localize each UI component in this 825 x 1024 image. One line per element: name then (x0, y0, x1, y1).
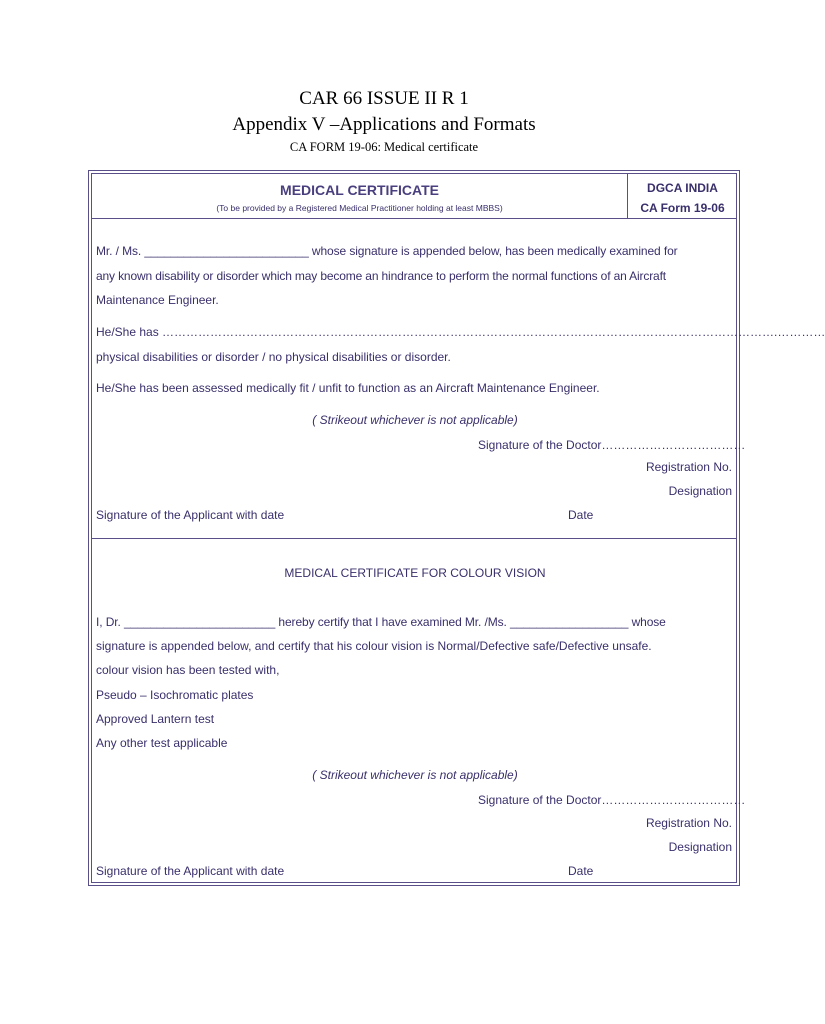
form-subtitle: (To be provided by a Registered Medical Practitioner holding at least MBBS) (216, 203, 503, 213)
section-divider (92, 538, 736, 539)
s2-line2: signature is appended below, and certify that his colour vision is Normal/Defective safe/Defective unsafe. (96, 639, 652, 653)
document-header-car: CAR 66 ISSUE II R 1 (299, 88, 469, 109)
title-divider (92, 218, 736, 219)
form-number: CA Form 19-06 (640, 201, 725, 215)
s1-strikeout-note: ( Strikeout whichever is not applicable) (312, 413, 518, 427)
s1-signature-doctor: Signature of the Doctor……………………………… (478, 438, 746, 452)
s2-test-other: Any other test applicable (96, 736, 228, 750)
document-header-form: CA FORM 19-06: Medical certificate (289, 140, 479, 154)
form-title: MEDICAL CERTIFICATE (280, 182, 439, 198)
s1-para1-line3: Maintenance Engineer. (96, 293, 219, 307)
s2-signature-doctor: Signature of the Doctor……………………………… (478, 793, 746, 807)
s2-date: Date (568, 864, 594, 878)
s1-para2-line1: He/She has ……………………………………………………………………………………………………………………………………….………… (96, 325, 825, 339)
s1-para1-line2: any known disability or disorder which may become an hindrance to perform the normal functions of an Aircraft (96, 269, 666, 283)
form-agency: DGCA INDIA (647, 181, 718, 195)
s2-strikeout-note: ( Strikeout whichever is not applicable) (312, 768, 518, 782)
s1-date: Date (568, 508, 594, 522)
s2-line3: colour vision has been tested with, (96, 663, 280, 677)
s1-signature-applicant: Signature of the Applicant with date (96, 508, 285, 522)
s2-signature-applicant: Signature of the Applicant with date (96, 864, 285, 878)
s2-title: MEDICAL CERTIFICATE FOR COLOUR VISION (284, 566, 546, 580)
s1-para1-line1: Mr. / Ms. _________________________ whose signature is appended below, has been medically examined for (96, 244, 678, 258)
s1-para3: He/She has been assessed medically fit / unfit to function as an Aircraft Maintenance Engineer. (96, 381, 600, 395)
form-frame (88, 170, 825, 886)
document-header-appendix: Appendix V –Applications and Formats (232, 114, 536, 135)
form-inner-border (91, 173, 825, 883)
s2-designation: Designation (668, 840, 732, 854)
s2-test-pseudo: Pseudo – Isochromatic plates (96, 688, 254, 702)
s1-para2-line2: physical disabilities or disorder / no physical disabilities or disorder. (96, 350, 451, 364)
s2-test-lantern: Approved Lantern test (96, 712, 215, 726)
s1-designation: Designation (668, 484, 732, 498)
s2-registration-no: Registration No. (645, 816, 732, 830)
s1-registration-no: Registration No. (645, 460, 732, 474)
s2-line1: I, Dr. _______________________ hereby certify that I have examined Mr. /Ms. __________________ whose (96, 615, 666, 629)
